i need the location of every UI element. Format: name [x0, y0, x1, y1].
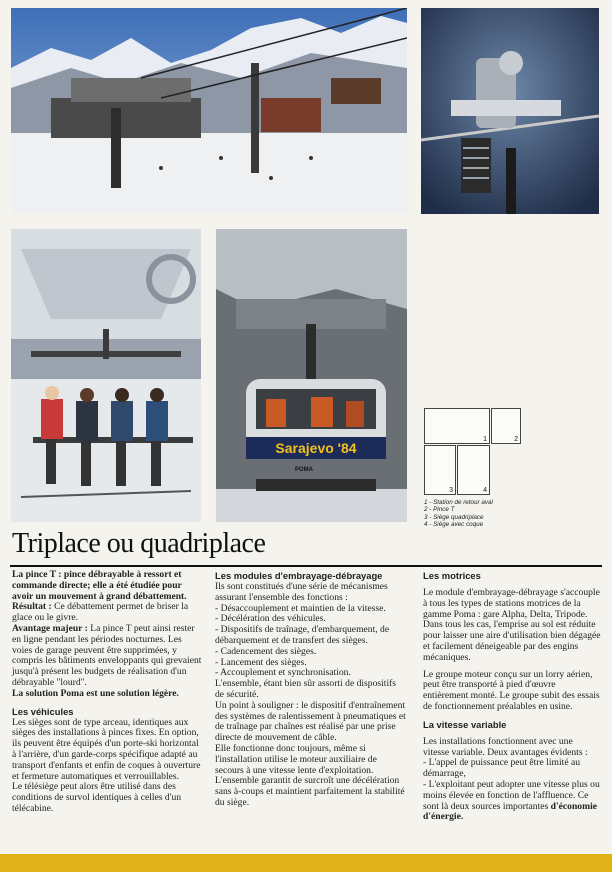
photo-chairlift-station: [11, 8, 407, 214]
page-title: Triplace ou quadriplace: [12, 528, 266, 559]
column-2: [215, 570, 407, 809]
paragraph: Le télésiège peut alors être utilisé dans des conditions de survol identiques à celles d'un télécabine.: [12, 781, 182, 814]
legend-item: 2 - Pince T: [424, 506, 455, 514]
list-item: - Cadencement des sièges.: [215, 645, 317, 657]
section-heading: Les modules d'embrayage-débrayage: [215, 570, 383, 581]
chair-brand: POMA: [295, 467, 313, 473]
diagram-box-2: 2: [491, 408, 521, 444]
paragraph: Avantage majeur : La pince T peut ainsi rester en ligne pendant les périodes nocturnes. Les voies de garage peuvent être supprimées, y compris les bâtiments enveloppants qui grevaient jusqu'à présent les budgets de réalisation d'un débrayable "lourd".: [12, 622, 202, 688]
legend-item: 4 - Siège avec coque: [424, 521, 484, 529]
diagram-box-1: 1: [424, 408, 490, 444]
list-item: - Désaccouplement et maintien de la vitesse.: [215, 602, 386, 614]
paragraph: La solution Poma est une solution légère.: [12, 687, 179, 699]
paragraph: Ils sont constitués d'une série de mécanismes assurant l'ensemble des fonctions :: [215, 581, 388, 603]
title-rule: [10, 565, 602, 567]
diagram-box-3: 3: [424, 445, 456, 495]
photo-t-clamp: [421, 8, 599, 214]
photo-skiers-on-chair: [11, 229, 201, 522]
paragraph: - L'appel de puissance peut être limité au démarrage,: [423, 757, 581, 780]
paragraph: L'ensemble garantit de surcroît une décélération sans à-coups et maintient parfaitement la stabilité du siège.: [215, 775, 405, 808]
paragraph: Elle fonctionne donc toujours, même si l'installation utilise le moteur auxiliaire de secours à une vitesse lente d'exploitation.: [215, 742, 377, 776]
section-heading: Les motrices: [423, 570, 481, 581]
photo-legend: [424, 499, 493, 529]
paragraph: L'ensemble, étant bien sûr assorti de dispositifs de sécurité.: [215, 678, 397, 700]
column-1: [12, 570, 202, 815]
column-3: [423, 570, 601, 823]
layout-diagram: [424, 408, 520, 496]
list-item: - Dispositifs de traînage, d'embarquement, de débarquement et de transfert des sièges.: [215, 624, 390, 646]
footer-band: [0, 854, 612, 872]
paragraph: Les sièges sont de type arceau, identiques aux sièges des installations à pinces fixes. En option, ils peuvent être équipés d'un porte-ski horizontal à l'arrière, d'un garde-corps spécifique adapté au transport d'enfants et enfin de coques à ouverture et fermeture automatiques et verrouillables.: [12, 716, 201, 782]
photo-covered-chair: [216, 229, 407, 522]
chair-sign: Sarajevo '84: [275, 440, 357, 456]
legend-item: 3 - Siège quadriplace: [424, 513, 484, 521]
paragraph: - L'exploitant peut adopter une vitesse plus ou moins élevée en fonction de l'affluence. Ce sont là deux sources importantes d'économie d'énergie.: [423, 778, 600, 823]
list-item: - Lancement des sièges.: [215, 656, 307, 668]
diagram-box-4: 4: [457, 445, 490, 495]
paragraph: Un point à souligner : le dispositif d'entraînement des systèmes de ralentissement à pneumatiques et de traînage par chaînes est réalisé par une prise directe de mouvement de câble.: [215, 699, 406, 744]
legend-item: 1 - Station de retour aval: [424, 499, 493, 506]
paragraph: Le module d'embrayage-débrayage s'accouple à tous les types de stations motrices de la gamme Poma : gare Alpha, Delta, Tripode. Dans tous les cas, l'emprise au sol est réduite pour laisser une aire d'utilisation bien dégagée et facilement déneigeable par des engins mécaniques.: [423, 587, 601, 663]
list-item: - Accouplement et synchronisation.: [215, 667, 351, 679]
list-item: - Décélération des véhicules.: [215, 613, 326, 625]
paragraph: Résultat : Ce débattement permet de briser la glace ou le givre.: [12, 601, 189, 624]
section-heading: La vitesse variable: [423, 718, 507, 730]
paragraph: Les installations fonctionnent avec une vitesse variable. Deux avantages évidents :: [423, 735, 588, 758]
paragraph: La pince T : pince débrayable à ressort et commande directe; elle a été étudiée pour avoir un mouvement à grand débattement.: [12, 569, 187, 602]
section-heading: Les véhicules: [12, 705, 74, 717]
paragraph: Le groupe moteur conçu sur un lorry aérien, peut être transporté à pied d'œuvre entièrement monté. Le groupe subit des essais de fonctionnement préalables en usine.: [423, 668, 600, 712]
